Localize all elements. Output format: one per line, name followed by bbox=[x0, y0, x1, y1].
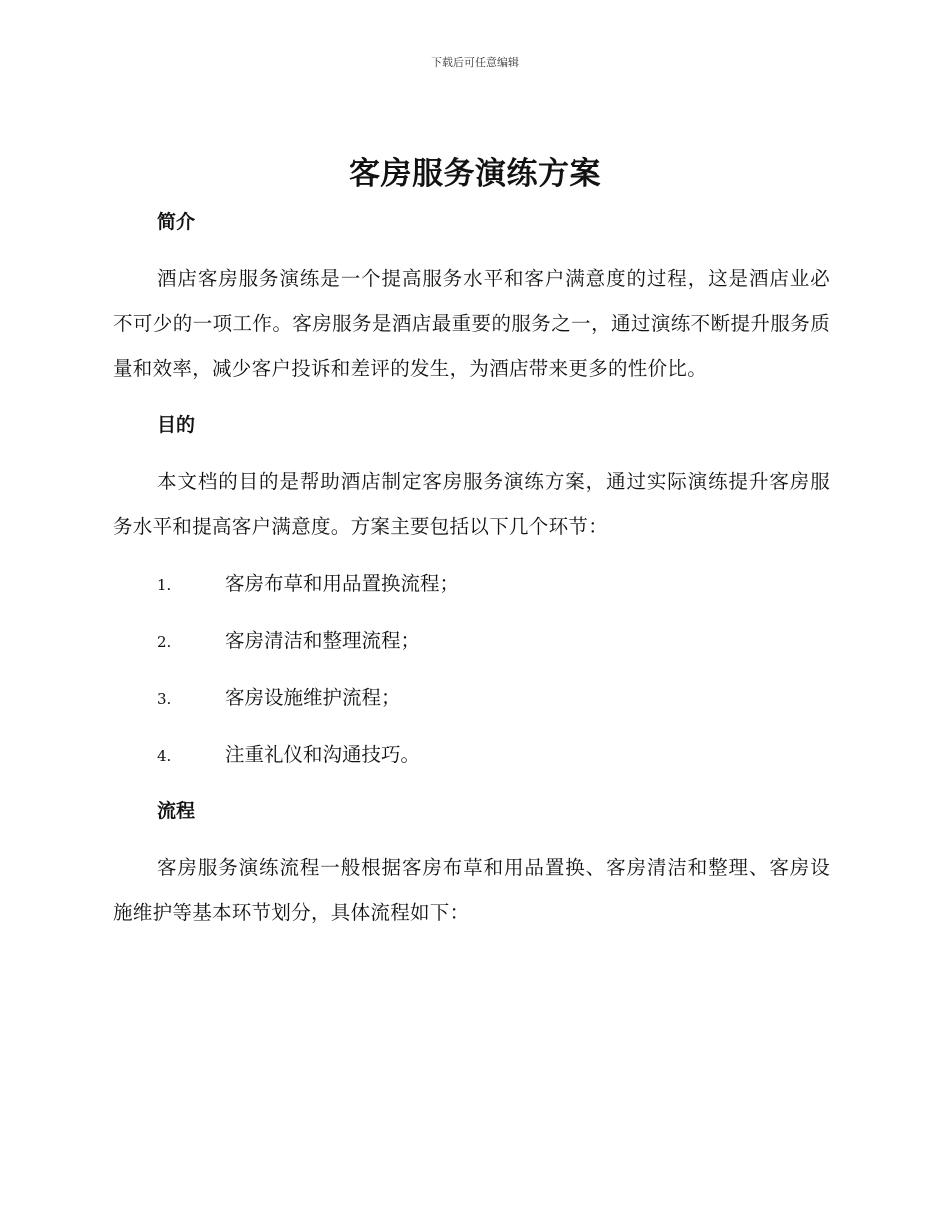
list-item bbox=[113, 726, 830, 783]
intro-paragraph: 酒店客房服务演练是一个提高服务水平和客户满意度的过程，这是酒店业必不可少的一项工作。客房服务是酒店最重要的服务之一，通过演练不断提升服务质量和效率，减少客户投诉和差评的发生，为酒店带来更多的性价比。 bbox=[113, 267, 830, 380]
list-item-text: 客房设施维护流程； bbox=[225, 686, 401, 709]
section-heading-process: 流程 bbox=[157, 800, 196, 822]
list-item-text: 注重礼仪和沟通技巧。 bbox=[225, 743, 421, 766]
document-title: 客房服务演练方案 bbox=[349, 156, 601, 192]
list-item bbox=[113, 669, 830, 726]
process-paragraph: 客房服务演练流程一般根据客房布草和用品置换、客房清洁和整理、客房设施维护等基本环节划分，具体流程如下： bbox=[113, 856, 830, 924]
list-item-number: 3. bbox=[157, 690, 172, 708]
document-body bbox=[113, 200, 830, 935]
section-heading-purpose: 目的 bbox=[157, 414, 196, 436]
list-item-number: 1. bbox=[157, 576, 172, 594]
section-heading-intro: 简介 bbox=[157, 211, 196, 233]
list-item bbox=[113, 555, 830, 612]
list-item bbox=[113, 612, 830, 669]
list-item-text: 客房清洁和整理流程； bbox=[225, 629, 421, 652]
list-item-number: 2. bbox=[157, 633, 172, 651]
list-item-text: 客房布草和用品置换流程； bbox=[225, 572, 460, 595]
purpose-paragraph: 本文档的目的是帮助酒店制定客房服务演练方案，通过实际演练提升客房服务水平和提高客户满意度。方案主要包括以下几个环节： bbox=[113, 470, 830, 538]
purpose-list bbox=[113, 555, 830, 783]
header-note: 下载后可任意编辑 bbox=[431, 56, 519, 69]
list-item-number: 4. bbox=[157, 747, 172, 765]
